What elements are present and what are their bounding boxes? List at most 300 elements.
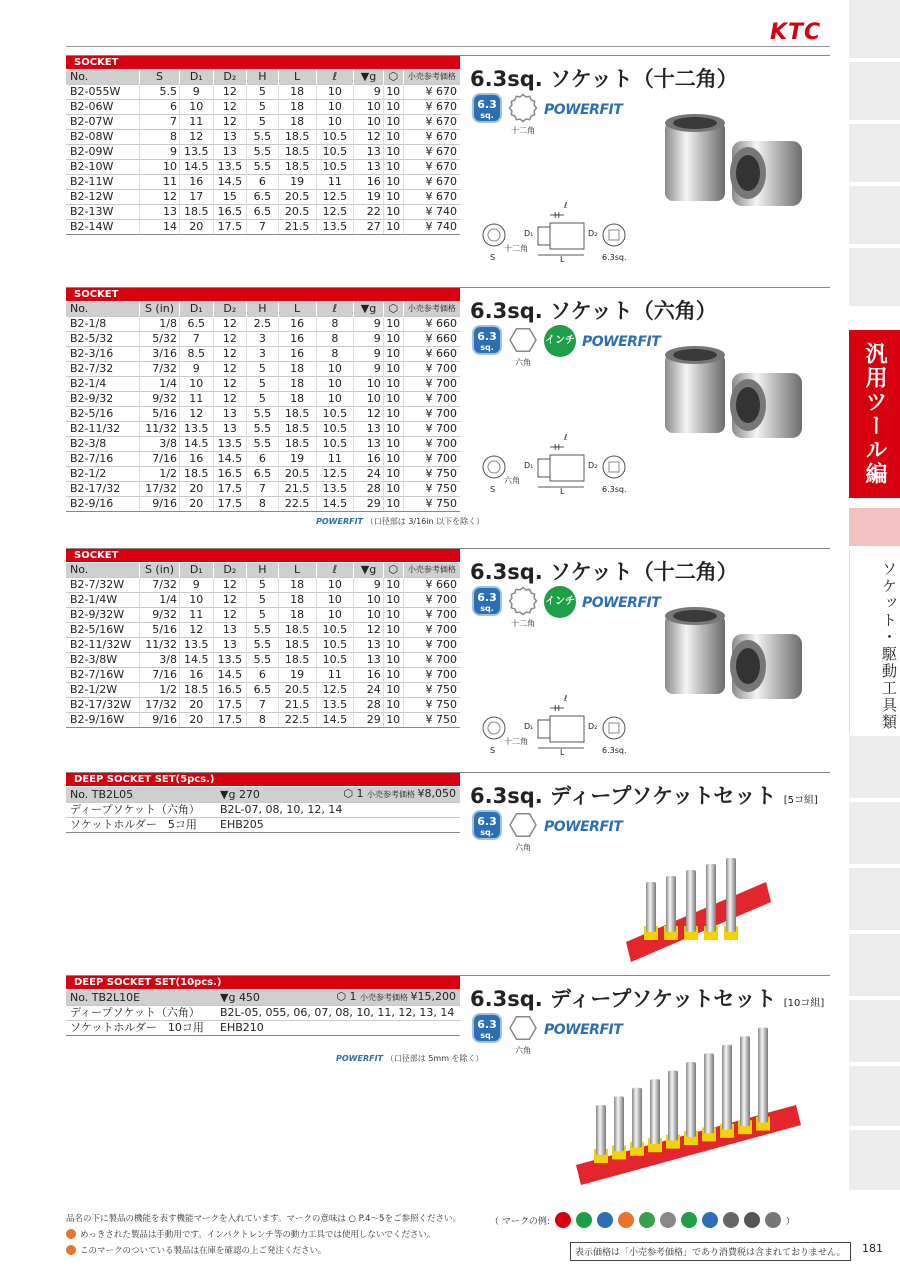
- table-cell: 9: [179, 361, 213, 376]
- table-row: [66, 129, 460, 144]
- table-cell: 8: [316, 316, 354, 331]
- table-cell: 13.5: [179, 144, 213, 159]
- table-cell: 1/4: [140, 376, 180, 391]
- side-tab-category[interactable]: ソケット・駆動工具類: [849, 550, 900, 734]
- shape-mark: [508, 810, 538, 853]
- table-cell: 5.5: [247, 144, 279, 159]
- table-row: [66, 451, 460, 466]
- table-cell: ¥ 660: [403, 577, 460, 592]
- table-cell: 10: [383, 189, 403, 204]
- column-header: L: [278, 302, 316, 316]
- table-cell: 10: [316, 577, 354, 592]
- column-header: D₁: [179, 302, 213, 316]
- side-tab[interactable]: [849, 0, 900, 60]
- footer-text-2: めっきされた製品は手動用です。インパクトレンチ等の動力工具では使用しないでください。: [80, 1230, 436, 1240]
- table-cell: 13.5: [179, 637, 213, 652]
- table-cell: 6.5: [247, 204, 279, 219]
- table-cell: 7: [179, 331, 213, 346]
- column-header: 小売参考価格: [403, 70, 460, 84]
- table-cell: 5: [247, 99, 279, 114]
- table-cell: 14.5: [213, 667, 247, 682]
- table-cell: 14.5: [213, 174, 247, 189]
- table-cell: 9: [140, 144, 180, 159]
- table-cell: 13: [213, 129, 247, 144]
- footer-text-1: 品名の下に製品の機能を表す機能マークを入れています。マークの意味は ○ P.4～5をご参照ください。: [66, 1214, 461, 1224]
- table-cell: 11: [179, 607, 213, 622]
- table-cell: 14.5: [316, 712, 354, 727]
- table-cell: B2-5/16W: [66, 622, 140, 637]
- feature-marks: [472, 810, 622, 850]
- dim-s-label: S: [490, 485, 496, 494]
- table-cell: 17.5: [213, 496, 247, 511]
- table-cell: 11: [179, 114, 213, 129]
- table-cell: 13.5: [316, 219, 354, 234]
- table-cell: ¥ 750: [403, 466, 460, 481]
- table-row: [66, 607, 460, 622]
- table-cell: ¥ 670: [403, 189, 460, 204]
- set-qty: [285, 787, 460, 803]
- powerfit-logo: POWERFIT: [544, 819, 623, 835]
- section-header: DEEP SOCKET SET(10pcs.): [66, 976, 460, 989]
- table-cell: 12: [213, 346, 247, 361]
- table-cell: 10: [383, 712, 403, 727]
- table-row: [66, 391, 460, 406]
- table-cell: 10: [354, 391, 383, 406]
- dim-l-label: L: [560, 255, 565, 264]
- table-cell: ¥ 750: [403, 496, 460, 511]
- table-row: [66, 159, 460, 174]
- table-cell: 12: [213, 391, 247, 406]
- table-cell: 12: [354, 406, 383, 421]
- dim-d2-label: D₂: [588, 722, 598, 731]
- table-cell: ¥ 700: [403, 622, 460, 637]
- column-header: 小売参考価格: [403, 302, 460, 316]
- table-cell: ¥ 670: [403, 84, 460, 99]
- table-cell: B2-12W: [66, 189, 140, 204]
- side-tab[interactable]: [849, 736, 900, 800]
- powerfit-logo: POWERFIT: [544, 1022, 623, 1038]
- hex-icon: [508, 325, 538, 357]
- drive-unit: sq.: [480, 604, 494, 613]
- table-cell: 18: [278, 391, 316, 406]
- table-cell: 10: [383, 652, 403, 667]
- table-cell: ¥ 750: [403, 712, 460, 727]
- table-row: [66, 316, 460, 331]
- table-cell: B2-1/4: [66, 376, 140, 391]
- spec-table: [66, 563, 460, 728]
- socket-photo-2: [660, 604, 810, 714]
- table-cell: 28: [354, 481, 383, 496]
- dimension-diagram: [480, 201, 630, 265]
- table-cell: ¥ 700: [403, 607, 460, 622]
- table-cell: 17: [179, 189, 213, 204]
- dimension-diagram: [480, 694, 630, 758]
- powerfit-logo: POWERFIT: [582, 334, 661, 350]
- table-cell: 16.5: [213, 682, 247, 697]
- table-cell: 19: [278, 174, 316, 189]
- drive-unit: sq.: [480, 111, 494, 120]
- footer-text-3: このマークのついている製品は在庫を確認の上ご発注ください。: [80, 1246, 327, 1256]
- table-cell: 18.5: [179, 466, 213, 481]
- dim-shape-label: 六角: [504, 476, 520, 485]
- table-cell: 10: [179, 376, 213, 391]
- column-header: S (in): [140, 302, 180, 316]
- table-cell: 10: [383, 219, 403, 234]
- table-cell: 18: [278, 577, 316, 592]
- content-name: ディープソケット（六角）: [66, 1006, 216, 1021]
- table-cell: 18: [278, 84, 316, 99]
- table-cell: 10: [383, 114, 403, 129]
- table-cell: 10: [383, 697, 403, 712]
- table-header-row: [66, 563, 460, 577]
- table-cell: 10: [179, 99, 213, 114]
- table-cell: 8: [247, 496, 279, 511]
- side-index: [849, 0, 900, 1192]
- product-title: 6.3sq. ソケット（十二角）: [470, 560, 738, 584]
- table-cell: 16: [354, 174, 383, 189]
- drive-size-badge: 6.3 sq.: [472, 586, 502, 616]
- table-row: [66, 84, 460, 99]
- table-cell: 10.5: [316, 622, 354, 637]
- note-text: （口径部は 3/16in 以下を除く）: [365, 517, 485, 526]
- side-tab-main[interactable]: 汎用ツール編: [849, 330, 900, 500]
- table-cell: 13: [213, 421, 247, 436]
- table-cell: 12.5: [316, 204, 354, 219]
- column-header: ▼g: [354, 563, 383, 577]
- table-cell: 15: [213, 189, 247, 204]
- table-cell: 7: [247, 481, 279, 496]
- table-cell: 13.5: [213, 159, 247, 174]
- table-row: [66, 622, 460, 637]
- table-cell: B2-9/32: [66, 391, 140, 406]
- table-cell: ¥ 700: [403, 361, 460, 376]
- product-title: 6.3sq. ディープソケットセット [5コ組]: [470, 784, 818, 808]
- table-cell: B2-1/4W: [66, 592, 140, 607]
- table-cell: 18: [278, 592, 316, 607]
- table-cell: B2-11/32W: [66, 637, 140, 652]
- table-cell: 16.5: [213, 204, 247, 219]
- table-cell: 12: [179, 622, 213, 637]
- footer-note-1: [66, 1212, 461, 1224]
- note-text: （口径部は 5mm を除く）: [385, 1054, 484, 1063]
- table-cell: 1/2: [140, 466, 180, 481]
- table-cell: 16: [179, 451, 213, 466]
- table-row: [66, 592, 460, 607]
- table-cell: B2-17/32: [66, 481, 140, 496]
- dim-l-label: L: [560, 487, 565, 496]
- table-cell: 5: [247, 592, 279, 607]
- table-row: [66, 376, 460, 391]
- column-header: ▼g: [354, 70, 383, 84]
- table-cell: 18.5: [278, 421, 316, 436]
- set-number: No. TB2L10E: [66, 990, 216, 1006]
- table-cell: B2-08W: [66, 129, 140, 144]
- column-header: D₁: [179, 563, 213, 577]
- content-parts: EHB205: [216, 818, 460, 833]
- dim-l-label: L: [560, 748, 565, 757]
- table-cell: 11: [179, 391, 213, 406]
- set-count: [5コ組]: [783, 795, 818, 806]
- table-cell: 16: [278, 346, 316, 361]
- table-cell: B2-14W: [66, 219, 140, 234]
- drive-unit: sq.: [480, 343, 494, 352]
- footer-note-2: [66, 1228, 435, 1240]
- table-cell: 14: [140, 219, 180, 234]
- column-header: S: [140, 70, 180, 84]
- dim-d2-label: D₂: [588, 229, 598, 238]
- side-tab[interactable]: [849, 62, 900, 122]
- table-row: [66, 174, 460, 189]
- product-section: [66, 287, 830, 526]
- table-cell: 3/8: [140, 436, 180, 451]
- content-name: ソケットホルダー 5コ用: [66, 818, 216, 833]
- content-parts: B2L-05, 055, 06, 07, 08, 10, 11, 12, 13, 14: [216, 1006, 460, 1021]
- table-row: [66, 712, 460, 727]
- column-header: H: [247, 563, 279, 577]
- table-cell: 6: [247, 174, 279, 189]
- table-cell: 11: [316, 451, 354, 466]
- dim-ell-label: ℓ: [564, 201, 568, 210]
- drive-size-badge: 6.3 sq.: [472, 1013, 502, 1043]
- table-cell: 5: [247, 376, 279, 391]
- table-cell: B2-06W: [66, 99, 140, 114]
- table-cell: 13: [354, 637, 383, 652]
- feature-marks: [472, 586, 660, 626]
- price-label: 小売参考価格: [366, 790, 418, 799]
- table-cell: 9: [354, 361, 383, 376]
- side-tab[interactable]: [849, 248, 900, 308]
- table-row: [66, 189, 460, 204]
- drive-size-badge: 6.3 sq.: [472, 93, 502, 123]
- table-cell: 10: [383, 204, 403, 219]
- table-cell: 18.5: [278, 144, 316, 159]
- brand-logo: KTC: [770, 20, 822, 45]
- table-cell: 18: [278, 114, 316, 129]
- table-cell: 10.5: [316, 436, 354, 451]
- column-header: ℓ: [316, 563, 354, 577]
- table-cell: 18: [278, 607, 316, 622]
- shape-mark: [508, 1013, 538, 1056]
- table-cell: 11: [140, 174, 180, 189]
- table-cell: 13.5: [316, 481, 354, 496]
- table-row: [66, 346, 460, 361]
- side-tab[interactable]: [849, 1000, 900, 1064]
- table-cell: 17.5: [213, 219, 247, 234]
- table-cell: 10: [383, 174, 403, 189]
- table-cell: 16: [278, 316, 316, 331]
- shape-mark: [508, 586, 538, 629]
- table-cell: 8: [140, 129, 180, 144]
- column-header: ⬡: [383, 563, 403, 577]
- table-cell: 20: [179, 496, 213, 511]
- table-cell: 6.5: [247, 189, 279, 204]
- table-cell: 9: [179, 84, 213, 99]
- table-cell: 1/4: [140, 592, 180, 607]
- side-tab[interactable]: [849, 1130, 900, 1192]
- table-row: [66, 436, 460, 451]
- column-header: D₂: [213, 302, 247, 316]
- set-weight: ▼g 450: [216, 990, 283, 1006]
- table-cell: 24: [354, 682, 383, 697]
- table-cell: 6.5: [179, 316, 213, 331]
- table-cell: 9/32: [140, 607, 180, 622]
- feature-mark-icon: [660, 1212, 676, 1228]
- table-row: [66, 481, 460, 496]
- column-header: L: [278, 563, 316, 577]
- table-cell: 12: [213, 577, 247, 592]
- table-cell: 10.5: [316, 159, 354, 174]
- table-cell: 12: [213, 331, 247, 346]
- table-cell: 10: [354, 376, 383, 391]
- set-weight: ▼g 270: [216, 787, 285, 803]
- dimension-diagram: [480, 433, 630, 497]
- table-cell: 6: [247, 451, 279, 466]
- table-cell: ¥ 700: [403, 451, 460, 466]
- table-row: [66, 667, 460, 682]
- table-cell: 18.5: [179, 682, 213, 697]
- note-brand: POWERFIT: [316, 517, 366, 526]
- table-cell: 8: [316, 331, 354, 346]
- table-row: [66, 496, 460, 511]
- table-row: [66, 466, 460, 481]
- drive-size-badge: 6.3 sq.: [472, 810, 502, 840]
- table-cell: B2-1/8: [66, 316, 140, 331]
- set-section: [66, 975, 830, 1175]
- side-tab[interactable]: [849, 802, 900, 866]
- table-cell: 12.5: [316, 466, 354, 481]
- dim-h-label: H: [554, 704, 561, 713]
- table-cell: B2-055W: [66, 84, 140, 99]
- table-row: [66, 406, 460, 421]
- table-cell: 5.5: [247, 129, 279, 144]
- table-cell: 10.5: [316, 637, 354, 652]
- table-cell: 5: [247, 361, 279, 376]
- column-header: D₂: [213, 563, 247, 577]
- table-row: [66, 697, 460, 712]
- table-cell: 20.5: [278, 204, 316, 219]
- table-cell: 9: [354, 346, 383, 361]
- dim-shape-label: 十二角: [504, 737, 528, 746]
- side-tab[interactable]: [849, 868, 900, 932]
- dim-s-label: S: [490, 253, 496, 262]
- table-cell: 16.5: [213, 466, 247, 481]
- content-parts: B2L-07, 08, 10, 12, 14: [216, 803, 460, 818]
- table-row: [66, 421, 460, 436]
- table-cell: 10: [383, 346, 403, 361]
- dim-sq-label: 6.3sq.: [602, 485, 627, 494]
- marks-end: ）: [785, 1216, 795, 1227]
- table-cell: 10: [140, 159, 180, 174]
- table-cell: 12: [213, 114, 247, 129]
- table-cell: 11/32: [140, 637, 180, 652]
- table-cell: 9/32: [140, 391, 180, 406]
- drive-size-badge: 6.3 sq.: [472, 325, 502, 355]
- table-cell: 10: [383, 496, 403, 511]
- table-cell: 20: [179, 219, 213, 234]
- marks-label: （ マークの例:: [490, 1216, 550, 1227]
- set-qty-value: ⬡ 1: [343, 787, 367, 800]
- table-cell: 10: [354, 592, 383, 607]
- feature-mark-icon: [681, 1212, 697, 1228]
- feature-mark-icon: [555, 1212, 571, 1228]
- table-cell: 5.5: [140, 84, 180, 99]
- table-cell: 22: [354, 204, 383, 219]
- table-cell: 21.5: [278, 481, 316, 496]
- column-header: L: [278, 70, 316, 84]
- table-cell: 8.5: [179, 346, 213, 361]
- table-cell: 10: [383, 129, 403, 144]
- table-cell: 7: [140, 114, 180, 129]
- hex-icon: [508, 810, 538, 842]
- table-cell: 19: [278, 451, 316, 466]
- table-cell: 27: [354, 219, 383, 234]
- content-parts: EHB210: [216, 1021, 460, 1036]
- table-cell: 9/16: [140, 712, 180, 727]
- drive-unit: sq.: [480, 1031, 494, 1040]
- product-title: 6.3sq. ソケット（十二角）: [470, 67, 738, 91]
- table-cell: 8: [316, 346, 354, 361]
- table-cell: 5.5: [247, 622, 279, 637]
- table-cell: B2-13W: [66, 204, 140, 219]
- side-tab[interactable]: [849, 186, 900, 246]
- table-cell: 10: [383, 622, 403, 637]
- feature-mark-icon: [744, 1212, 760, 1228]
- column-header: S (in): [140, 563, 180, 577]
- set-qty-value: ⬡ 1: [336, 990, 360, 1003]
- table-cell: 10: [316, 391, 354, 406]
- table-cell: ¥ 670: [403, 159, 460, 174]
- dim-ell-label: ℓ: [564, 433, 568, 442]
- table-cell: 10.5: [316, 652, 354, 667]
- shape-label: 六角: [515, 1046, 531, 1055]
- table-cell: 12.5: [316, 189, 354, 204]
- table-cell: B2-9/16W: [66, 712, 140, 727]
- side-tab[interactable]: [849, 1066, 900, 1128]
- table-cell: 10: [316, 607, 354, 622]
- table-cell: 10: [383, 682, 403, 697]
- table-cell: 12: [213, 376, 247, 391]
- table-cell: ¥ 750: [403, 682, 460, 697]
- note-brand: POWERFIT: [336, 1054, 386, 1063]
- table-cell: B2-5/32: [66, 331, 140, 346]
- column-header: ⬡: [383, 302, 403, 316]
- table-cell: ¥ 700: [403, 592, 460, 607]
- side-tab[interactable]: [849, 124, 900, 184]
- table-cell: 10: [383, 361, 403, 376]
- table-cell: B2-17/32W: [66, 697, 140, 712]
- table-cell: 10: [383, 331, 403, 346]
- table-cell: ¥ 670: [403, 114, 460, 129]
- product-title: 6.3sq. ディープソケットセット [10コ組]: [470, 987, 825, 1011]
- table-cell: 8: [247, 712, 279, 727]
- set-content-row: [66, 1021, 460, 1036]
- table-cell: B2-7/16: [66, 451, 140, 466]
- side-tab[interactable]: [849, 934, 900, 998]
- set-count: [10コ組]: [783, 998, 825, 1009]
- spec-table: [66, 70, 460, 235]
- table-cell: ¥ 670: [403, 144, 460, 159]
- set-price: ¥15,200: [410, 990, 456, 1003]
- feature-mark-icon: [723, 1212, 739, 1228]
- product-title: 6.3sq. ソケット（六角）: [470, 299, 717, 323]
- set-table: [66, 990, 460, 1036]
- socket-photo-0: [660, 111, 810, 221]
- table-cell: 16: [179, 667, 213, 682]
- table-cell: 18: [278, 99, 316, 114]
- table-cell: B2-11/32: [66, 421, 140, 436]
- dim-d1-label: D₁: [524, 722, 534, 731]
- section-header: SOCKET: [66, 288, 460, 301]
